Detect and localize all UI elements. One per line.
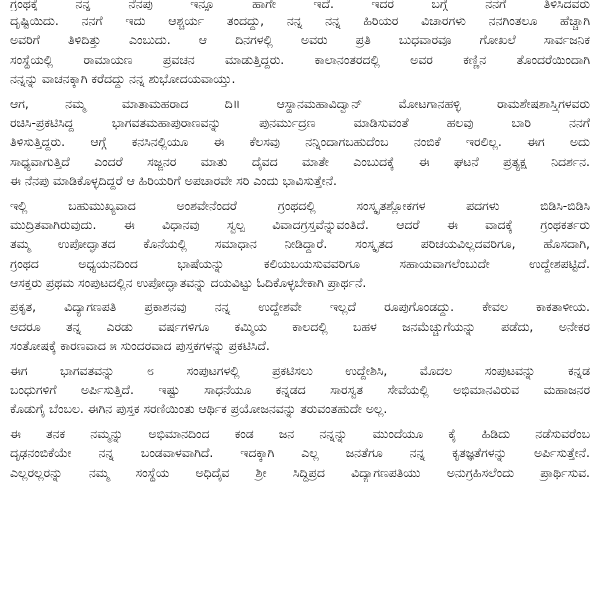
text-line: ಈ ತನಕ ನಮ್ಮನ್ನು ಅಭಿಮಾನದಿಂದ ಕಂಡ ಜನ ನನ್ನನ್ನು ಮುಂದೆಯೂ ಕೈ ಹಿಡಿದು ನಡೆಸುವರೆಂಬ <box>10 425 590 441</box>
paragraph-1 <box>10 0 590 89</box>
text-line: ಸಾಧ್ಯವಾಗುತ್ತಿದೆ ಎಂದರೆ ಸಜ್ಜನರ ಮಾತು ದೈವದ ಮಾತೇ ಎಂಬುದಕ್ಕೆ ಈ ಘಟನೆ ಪ್ರತ್ಯಕ್ಷ ನಿದರ್ಶನ. <box>10 153 590 169</box>
paragraph-5 <box>10 361 590 419</box>
text-line: ತಿಳಿಸುತ್ತಿದ್ದರು. ಆಗ್ಗೆ ಕನಸಿನಲ್ಲಿಯೂ ಈ ಕೆಲಸವು ನನ್ನಿಂದಾಗಬಹುದೆಂಬ ನಂಬಿಕೆ ಇರಲಿಲ್ಲ. ಈಗ ಅದು <box>10 134 590 150</box>
text-line: ಆದರೂ ತನ್ನ ಎರಡು ವರ್ಷಗಳಿಗೂ ಕಮ್ಮಿಯ ಕಾಲದಲ್ಲಿ ಬಹಳ ಜನಮೆಚ್ಚುಗೆಯನ್ನು ಪಡೆದು, ಅನೇಕರ <box>10 318 590 334</box>
text-line: ಗ್ರಂಥದ ಅಧ್ಯಯನದಿಂದ ಭಾಷೆಯನ್ನು ಕಲಿಯಬಯಸುವವರಿಗೂ ಸಹಾಯವಾಗಲೆಂಬುದೇ ಉದ್ದೇಶಪಟ್ಟಿದೆ. <box>10 255 590 271</box>
text-line: ಸಂತೋಷಕ್ಕೆ ಕಾರಣವಾದ ೫ ಸುಂದರವಾದ ಪುಸ್ತಕಗಳನ್ನು ಪ್ರಕಟಿಸಿದೆ. <box>10 338 270 354</box>
text-line: ಈಗ ಭಾಗವತವನ್ನು ೮ ಸಂಪುಟಗಳಲ್ಲಿ ಪ್ರಕಟಿಸಲು ಉದ್ದೇಶಿಸಿ, ಮೊದಲ ಸಂಪುಟವನ್ನು ಕನ್ನಡ <box>10 362 590 378</box>
text-line: ಕೊಡುಗೈ ಬೆಂಬಲ. ಈಗಿನ ಪುಸ್ತಕ ಸರಣಿಯಿಂತು ಆರ್ಥಿಕ ಪ್ರಯೋಜನವನ್ನು ತರುವಂತಹುದೇ ಅಲ್ಲ. <box>10 401 388 417</box>
paragraph-2 <box>10 94 590 191</box>
text-line: ಆಸಕ್ತರು ಪ್ರಥಮ ಸಂಪುಟದಲ್ಲಿನ ಉಪೋದ್ಘಾತವನ್ನು ದಯವಿಟ್ಟು ಓದಿಕೊಳ್ಳಬೇಕಾಗಿ ಪ್ರಾರ್ಥನೆ. <box>10 275 367 291</box>
paragraph-6 <box>10 424 590 482</box>
text-line: ಪ್ರಕೃತ, ವಿದ್ಯಾಗಣಪತಿ ಪ್ರಕಾಶನವು ನನ್ನ ಉದ್ದೇಶವೇ ಇಲ್ಲದೆ ರೂಪುಗೊಂಡದ್ದು. ಕೇವಲ ಕಾಕತಾಳೀಯ. <box>10 299 590 315</box>
text-line: ಈ ನೆನಪು ಮಾಡಿಕೊಳ್ಳದಿದ್ದರೆ ಆ ಹಿರಿಯರಿಗೆ ಅಪಚಾರವೇ ಸರಿ ಎಂದು ಭಾವಿಸುತ್ತೇನೆ. <box>10 173 337 189</box>
text-line: ಗ್ರಂಥಕ್ಕೆ ನನ್ನ ನೆನಪು ಇನ್ನೂ ಹಾಗೇ ಇದೆ. ಇದರ ಬಗ್ಗೆ ನನಗೆ ತಿಳಿಸಿದವರು <box>10 0 590 11</box>
text-line: ದೃಢನಂಬಿಕೆಯೇ ನನ್ನ ಬಂಡವಾಳವಾಗಿದೆ. ಇದಕ್ಕಾಗಿ ಎಲ್ಲ ಜನತೆಗೂ ನನ್ನ ಕೃತಜ್ಞತೆಗಳನ್ನು ಅರ್ಪಿಸುತ್ತೇನೆ. <box>10 445 590 461</box>
text-line: ಆಗ, ನಮ್ಮ ಮಾತಾಮಹರಾದ ದಿ॥ ಆಸ್ಥಾನಮಹಾವಿದ್ವಾನ್ ಮೋಟಗಾನಹಳ್ಳಿ ರಾಮಶೇಷಶಾಸ್ತ್ರಿಗಳವರು <box>10 95 590 111</box>
text-line: ದೃಷ್ಟಿಯಿದು. ನನಗೆ ಇದು ಆಶ್ಚರ್ಯ ತಂದದ್ದು, ನನ್ನ ನನ್ನ ಹಿರಿಯರ ವಿಚಾರಗಳು ನನಗಿಂತಲೂ ಹೆಚ್ಚಾಗಿ <box>10 13 590 28</box>
text-line: ಅವರಿಗೆ ತಿಳಿದಿತ್ತು ಎಂಬುದು. ಆ ದಿನಗಳಲ್ಲಿ ಅವರು ಪ್ರತಿ ಬುಧವಾರವೂ ಗೋಖಲೆ ಸಾರ್ವಜನಿಕ <box>10 32 590 48</box>
paragraph-4 <box>10 297 590 355</box>
text-line: ಸಂಸ್ಥೆಯಲ್ಲಿ ರಾಮಾಯಣ ಪ್ರವಚನ ಮಾಡುತ್ತಿದ್ದರು. ಕಾಲಾನಂತರದಲ್ಲಿ ಅವರ ಕಣ್ಣಿನ ತೊಂದರೆಯಿಂದಾಗಿ <box>10 51 590 67</box>
text-line: ನನ್ನನ್ನು ವಾಚನಕ್ಕಾಗಿ ಕರೆದದ್ದು ನನ್ನ ಶುಭೋದಯವಾಯ್ತು. <box>10 71 236 87</box>
text-line: ಬಂಧುಗಳಿಗೆ ಅರ್ಪಿಸುತ್ತಿದೆ. ಇಷ್ಟು ಸಾಧನೆಯೂ ಕನ್ನಡದ ಸಾರಸ್ವತ ಸೇವೆಯಲ್ಲಿ ಅಭಿಮಾನವಿರುವ ಮಹಾಜನರ <box>10 382 590 398</box>
text-line: ಮುದ್ರಿತವಾಗಿರುವುದು. ಈ ವಿಧಾನವು ಸ್ವಲ್ಪ ವಿವಾದಗ್ರಸ್ತವೆನ್ನುವಂತಿದೆ. ಆದರೆ ಈ ವಾದಕ್ಕೆ ಗ್ರಂಥಕರ್ತರು <box>10 216 590 232</box>
text-line: ತಮ್ಮ ಉಪೋದ್ಘಾತದ ಕೊನೆಯಲ್ಲಿ ಸಮಾಧಾನ ನೀಡಿದ್ದಾರೆ. ಸಂಸ್ಕೃತದ ಪರಿಚಯವಿಲ್ಲದವರಿಗೂ, ಹೊಸದಾಗಿ, <box>10 236 590 252</box>
text-line: ಎಲ್ಲರಲ್ಲರನ್ನು ನಮ್ಮ ಸಂಸ್ಥೆಯ ಅಧಿದೈವ ಶ್ರೀ ಸಿದ್ಧಿಪ್ರದ ವಿದ್ಯಾಗಣಪತಿಯು ಅನುಗ್ರಹಿಸಲೆಂದು ಪ್ರಾರ್ಥಿಸುವ. <box>10 464 590 480</box>
text-line: ರಚಿಸಿ-ಪ್ರಕಟಿಸಿದ್ದ ಭಾಗವತಮಹಾಪುರಾಣವನ್ನು ಪುನರ್ಮುದ್ರಣ ಮಾಡಿಸುವಂತೆ ಹಲವು ಬಾರಿ ನನಗೆ <box>10 114 590 130</box>
paragraph-3 <box>10 196 590 293</box>
text-line: ಇಲ್ಲಿ ಬಹುಮುಖ್ಯವಾದ ಅಂಶವೇನೆಂದರೆ ಗ್ರಂಥದಲ್ಲಿ ಸಂಸ್ಕೃತಶ್ಲೋಕಗಳ ಪದಗಳು ಬಿಡಿಸಿ-ಬಿಡಿಸಿ <box>10 197 590 213</box>
